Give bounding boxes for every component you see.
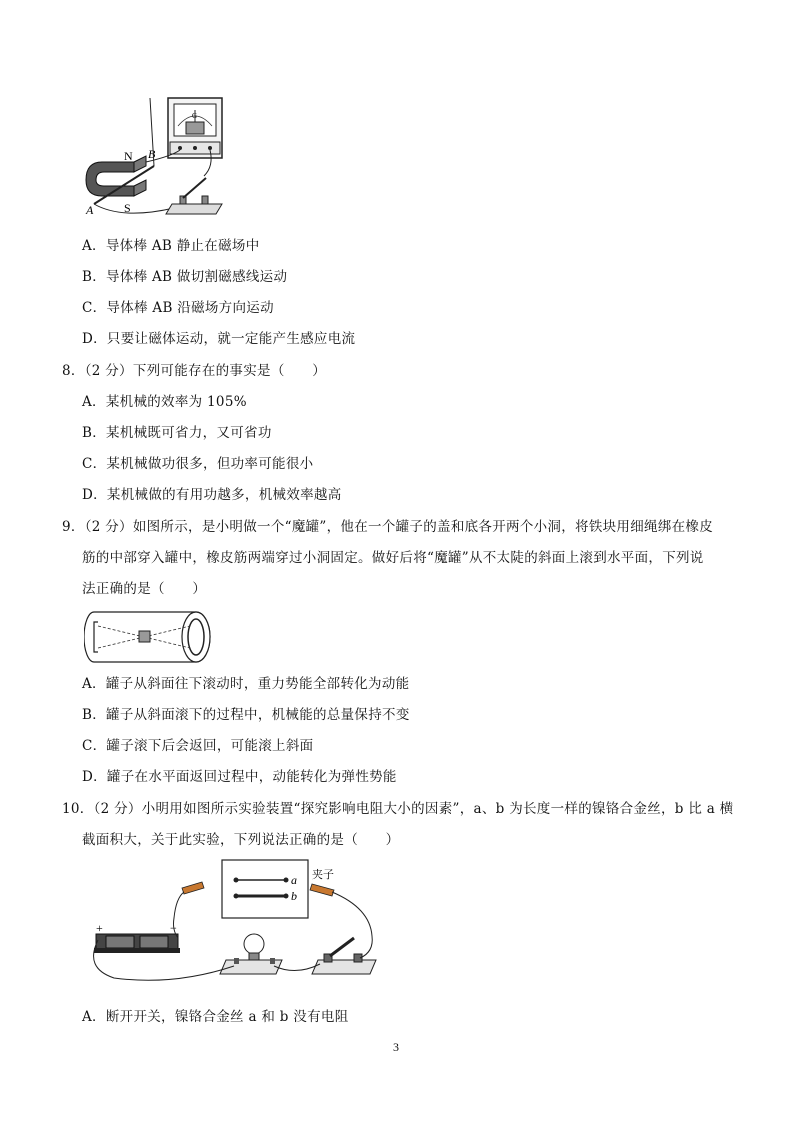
q8-option-c: C．某机械做功很多，但功率可能很小 <box>82 456 314 472</box>
q9-stem-line1: 9．（2 分）如图所示，是小明做一个“魔罐”，他在一个罐子的盖和底各开两个小洞，将铁块用细绳绑在橡皮 <box>62 519 714 535</box>
magnet-n-label: N <box>124 149 133 163</box>
wire-b-label: b <box>291 889 297 903</box>
q8-option-b: B．某机械既可省力，又可省功 <box>82 425 272 441</box>
q10-stem-line2: 截面积大，关于此实验，下列说法正确的是（ ） <box>82 832 400 848</box>
page-number: 3 <box>393 1040 399 1054</box>
conductor-b-label: B <box>148 147 156 161</box>
q9-stem-line2: 筋的中部穿入罐中，橡皮筋两端穿过小洞固定。做好后将“魔罐”从不太陡的斜面上滚到水平面，下列说 <box>82 550 704 566</box>
clip-label: 夹子 <box>312 869 334 881</box>
q8-option-d: D．某机械做的有用功越多，机械效率越高 <box>82 487 342 503</box>
q8-stem: 8．（2 分）下列可能存在的事实是（ ） <box>62 363 327 379</box>
resistance-circuit-figure <box>84 858 384 990</box>
battery-plus-label: + <box>96 921 103 935</box>
q9-option-a: A．罐子从斜面往下滚动时，重力势能全部转化为动能 <box>82 676 410 692</box>
conductor-a-label: A <box>86 203 94 217</box>
q7-option-c: C．导体棒 AB 沿磁场方向运动 <box>82 300 274 316</box>
q9-option-d: D．罐子在水平面返回过程中，动能转化为弹性势能 <box>82 769 397 785</box>
q7-option-d: D．只要让磁体运动，就一定能产生感应电流 <box>82 331 356 347</box>
q8-option-a: A．某机械的效率为 105% <box>82 394 247 410</box>
q7-option-b: B．导体棒 AB 做切割磁感线运动 <box>82 269 288 285</box>
magic-can-figure <box>84 608 214 666</box>
induction-experiment-figure <box>82 96 232 220</box>
q9-option-b: B．罐子从斜面滚下的过程中，机械能的总量保持不变 <box>82 707 410 723</box>
q9-stem-line3: 法正确的是（ ） <box>82 581 207 597</box>
battery-minus-label: − <box>170 921 177 935</box>
wire-a-label: a <box>291 873 297 887</box>
q7-option-a: A．导体棒 AB 静止在磁场中 <box>82 238 260 254</box>
q10-option-a: A．断开开关，镍铬合金丝 a 和 b 没有电阻 <box>82 1009 349 1025</box>
q9-option-c: C．罐子滚下后会返回，可能滚上斜面 <box>82 738 314 754</box>
q10-stem-line1: 10．（2 分）小明用如图所示实验装置“探究影响电阻大小的因素”，a、b 为长度一样的镍铬合金丝，b 比 a 横 <box>62 801 734 817</box>
magnet-s-label: S <box>124 201 131 215</box>
galvanometer-label: G <box>192 112 198 120</box>
